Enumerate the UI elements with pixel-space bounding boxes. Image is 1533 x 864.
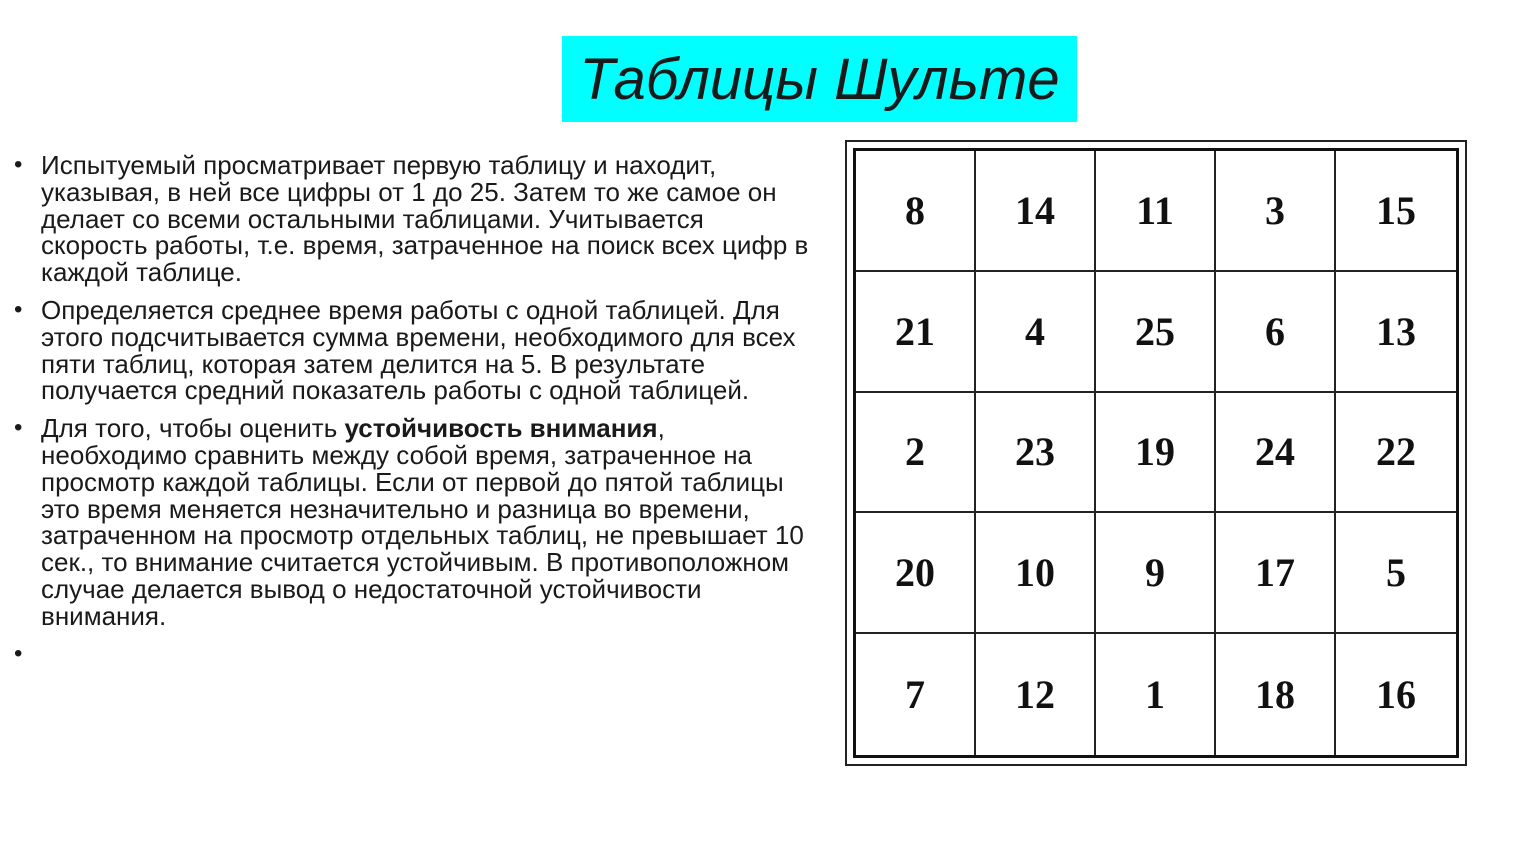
- table-cell: 13: [1336, 272, 1456, 393]
- table-cell: 4: [976, 272, 1096, 393]
- bullet-dot: •: [14, 414, 23, 442]
- table-cell: 8: [856, 151, 976, 272]
- table-cell: 6: [1216, 272, 1336, 393]
- bullet-text: Определяется среднее время работы с одной таблицей. Для этого подсчитывается сумма времени, необходимого для всех пяти таблиц, которая затем делится на 5. В результате получается средний показатель работы с одной таблицей.: [41, 294, 796, 406]
- bullet-item: [14, 294, 814, 406]
- bullet-bold-text: устойчивость внимания: [344, 413, 658, 444]
- table-cell: 24: [1216, 393, 1336, 514]
- schulte-table-frame: [845, 140, 1467, 766]
- table-cell: 10: [976, 513, 1096, 634]
- table-cell: 19: [1096, 393, 1216, 514]
- table-cell: 14: [976, 151, 1096, 272]
- table-cell: 22: [1336, 393, 1456, 514]
- bullet-text: Испытуемый просматривает первую таблицу и находит, указывая, в ней все цифры от 1 до 25. Затем то же самое он делает со всеми остальными таблицами. Учитывается скорость работы, т.е. время, затраченное на поиск всех цифр в каждой таблице.: [41, 150, 809, 288]
- bullet-dot: •: [14, 639, 23, 667]
- bullet-item: [14, 152, 814, 286]
- bullet-text: Для того, чтобы оценить: [41, 413, 345, 444]
- table-cell: 23: [976, 393, 1096, 514]
- bullet-dot: •: [14, 151, 23, 178]
- table-cell: 12: [976, 634, 1096, 755]
- slide-title: Таблицы Шульте: [579, 46, 1060, 112]
- table-cell: 18: [1216, 634, 1336, 755]
- bullet-dot: •: [14, 295, 23, 323]
- table-cell: 9: [1096, 513, 1216, 634]
- schulte-table: [853, 148, 1459, 758]
- table-cell: 1: [1096, 634, 1216, 755]
- table-cell: 15: [1336, 151, 1456, 272]
- table-cell: 2: [856, 393, 976, 514]
- table-cell: 3: [1216, 151, 1336, 272]
- table-cell: 16: [1376, 672, 1416, 718]
- bullet-text: , необходимо сравнить между собой время, затраченное на просмотр каждой таблицы. Если от первой до пятой таблицы это время меняется незначительно и разница во времени, затраченном на просмотр отдельных таблиц, не превышает 10 сек., то внимание считается устойчивым. В противоположном случае делается вывод о недостаточной устойчивости внимания.: [41, 413, 804, 631]
- table-cell: 17: [1216, 513, 1336, 634]
- table-cell: 25: [1096, 272, 1216, 393]
- title-highlight: [562, 36, 1077, 122]
- bullet-item: [14, 415, 814, 629]
- table-cell: 11: [1096, 151, 1216, 272]
- bullet-list: [14, 152, 814, 679]
- table-cell: 20: [856, 513, 976, 634]
- table-cell: 5: [1336, 513, 1456, 634]
- table-cell: 7: [856, 634, 976, 755]
- table-cell: 21: [856, 272, 976, 393]
- bullet-item-empty[interactable]: [14, 641, 814, 668]
